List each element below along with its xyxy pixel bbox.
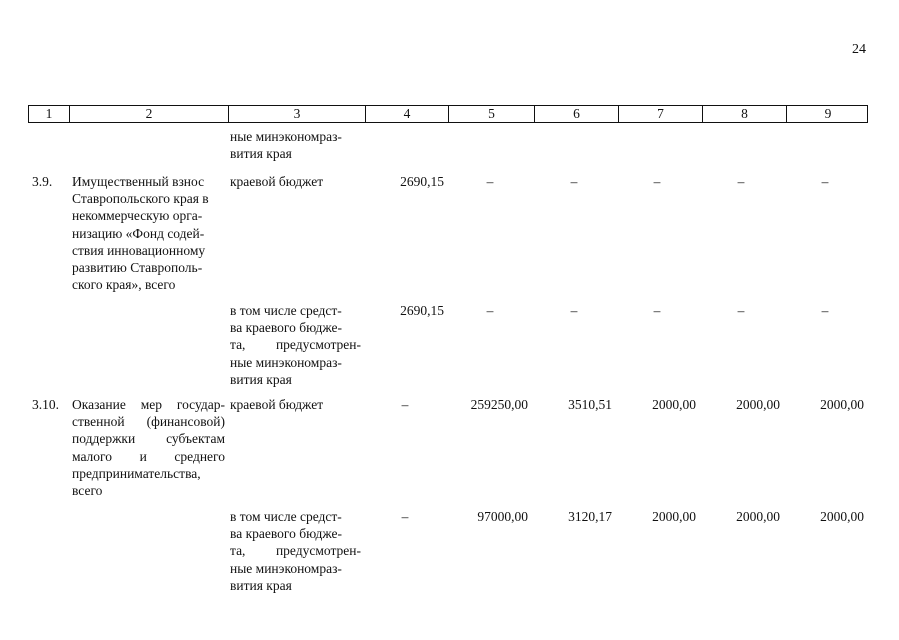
source-cell: краевой бюджет [230, 174, 324, 189]
page-number: 24 [852, 42, 866, 57]
name-line: ственной (финансовой) [72, 414, 225, 430]
source-line: ные минэкономраз- [230, 354, 342, 370]
name-line: всего [72, 483, 103, 499]
header-col-8: 8 [702, 106, 786, 122]
value-col-4: 2690,15 [400, 303, 444, 318]
value-col-6: – [570, 303, 578, 318]
continuation-line: ные минэкономраз- [230, 129, 342, 144]
header-col-7: 7 [618, 106, 702, 122]
source-line: вития края [230, 577, 292, 593]
value-col-9: 2000,00 [820, 509, 864, 524]
header-col-1: 1 [45, 106, 53, 121]
value-col-7: 2000,00 [652, 509, 696, 524]
continuation-line: вития края [230, 146, 292, 162]
value-col-7: – [653, 174, 661, 189]
source-cell [230, 508, 361, 594]
value-col-5: 97000,00 [477, 509, 528, 524]
source-cell [230, 302, 361, 388]
header-col-3: 3 [228, 106, 365, 122]
value-col-4: 2690,15 [400, 174, 444, 189]
continuation-source-cell [230, 128, 363, 162]
source-line: ва краевого бюдже- [230, 526, 342, 542]
name-line: ствия инновационному [72, 242, 206, 258]
row-name-cell [72, 173, 224, 293]
source-line: в том числе средст- [230, 509, 342, 524]
name-line: ского края», всего [72, 277, 176, 293]
source-line: та, предусмотрен- [230, 543, 361, 559]
value-col-5: 259250,00 [470, 397, 528, 412]
row-number: 3.9. [32, 174, 53, 189]
value-col-8: – [737, 303, 745, 318]
name-line: поддержки субъектам [72, 431, 225, 447]
table-header-row [28, 105, 868, 123]
value-col-9: – [821, 303, 829, 318]
value-col-6: 3120,17 [568, 509, 612, 524]
name-line: Оказание мер государ- [72, 397, 225, 412]
name-line: Имущественный взнос [72, 174, 205, 189]
header-col-4: 4 [365, 106, 448, 122]
header-col-2: 2 [69, 106, 228, 122]
value-col-5: – [486, 174, 494, 189]
value-col-4: – [401, 509, 409, 524]
source-cell: краевой бюджет [230, 397, 324, 412]
header-col-6: 6 [534, 106, 618, 122]
value-col-6: 3510,51 [568, 397, 612, 412]
name-line: предпринимательства, [72, 465, 201, 481]
header-col-9: 9 [786, 106, 869, 122]
value-col-7: 2000,00 [652, 397, 696, 412]
value-col-9: 2000,00 [820, 397, 864, 412]
row-name-cell [72, 396, 225, 499]
name-line: Ставропольского края в [72, 191, 209, 207]
source-line: ные минэкономраз- [230, 560, 342, 576]
name-line: низацию «Фонд содей- [72, 225, 205, 241]
name-line: развитию Ставрополь- [72, 260, 203, 276]
value-col-5: – [486, 303, 494, 318]
source-line: в том числе средст- [230, 303, 342, 318]
value-col-8: 2000,00 [736, 509, 780, 524]
value-col-7: – [653, 303, 661, 318]
value-col-9: – [821, 174, 829, 189]
value-col-6: – [570, 174, 578, 189]
row-number: 3.10. [32, 397, 59, 412]
name-line: некоммерческую орга- [72, 208, 203, 224]
value-col-8: 2000,00 [736, 397, 780, 412]
value-col-4: – [401, 397, 409, 412]
source-line: вития края [230, 371, 292, 387]
name-line: малого и среднего [72, 448, 225, 464]
value-col-8: – [737, 174, 745, 189]
source-line: ва краевого бюдже- [230, 320, 342, 336]
source-line: та, предусмотрен- [230, 337, 361, 353]
header-col-5: 5 [448, 106, 534, 122]
